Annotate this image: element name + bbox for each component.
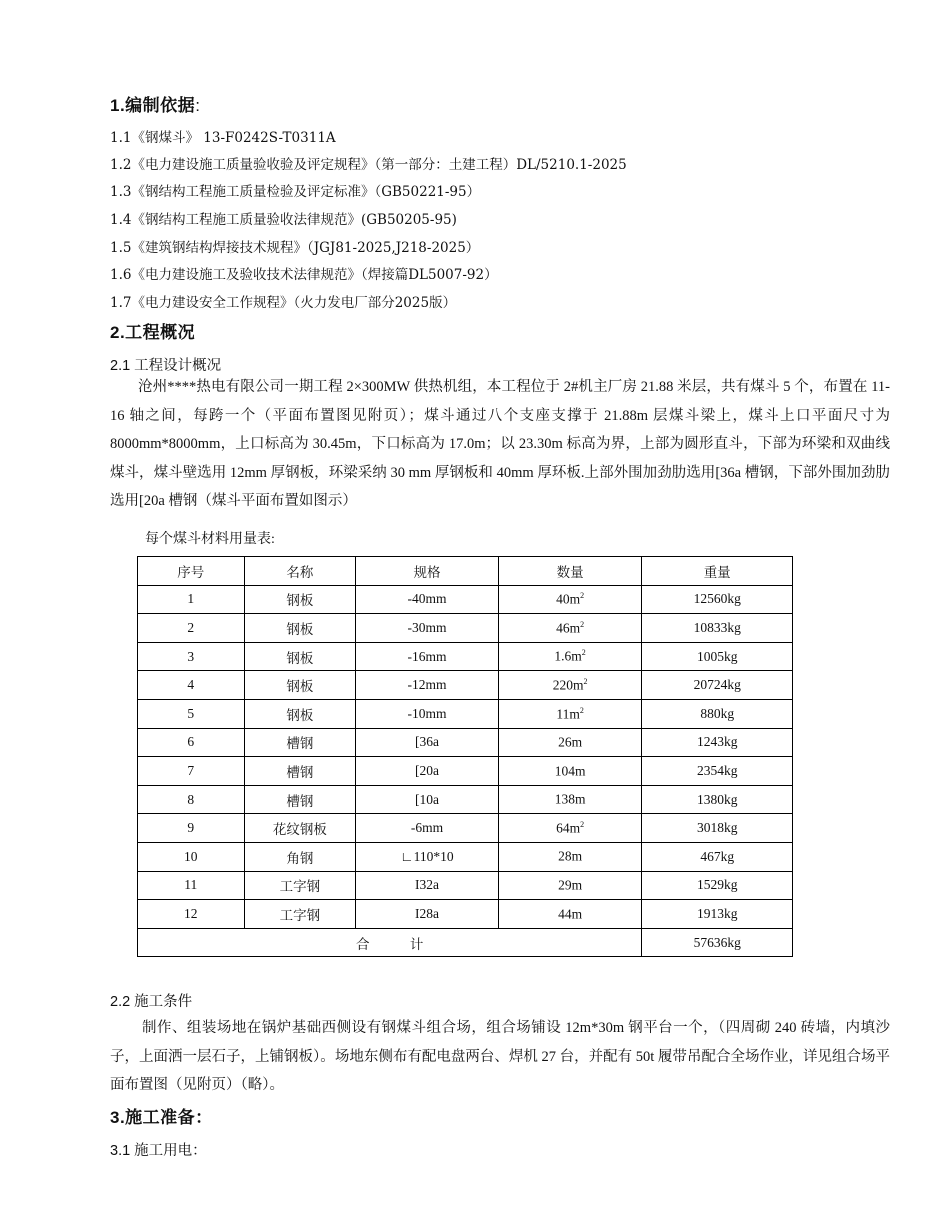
table-header-row	[138, 557, 793, 586]
table-row	[138, 757, 793, 786]
cell-qty: 44m	[498, 900, 642, 929]
table-row	[138, 785, 793, 814]
reference-item: 1.2《电力建设施工质量验收验及评定规程》（第一部分：土建工程）DL/5210.1-2025	[110, 157, 627, 173]
cell-weight: 1005kg	[642, 642, 793, 671]
cell-qty: $64m^2$	[498, 814, 642, 843]
table-row	[138, 842, 793, 871]
cell-weight: 1243kg	[642, 728, 793, 757]
total-label: 合 计	[138, 928, 642, 957]
cell-spec: [20a	[356, 757, 499, 786]
table-row	[138, 585, 793, 614]
cell-spec: I32a	[356, 871, 499, 900]
cell-spec: I28a	[356, 900, 499, 929]
cell-qty: 104m	[498, 757, 642, 786]
cell-no: 9	[138, 814, 245, 843]
construction-conditions-paragraph: 制作、组装场地在锅炉基础西侧设有钢煤斗组合场，组合场铺设 12m*30m 钢平台一个，（四周砌 240 砖墙，内填沙子，上面洒一层石子，上铺钢板）。场地东侧布有配电盘两台、焊机 27 台，并配有 50t 履带吊配合全场作业，详见组合场平面布置图（见附页）（略）。	[110, 1020, 890, 1093]
reference-item: 1.5《建筑钢结构焊接技术规程》（JGJ81-2025,J218-2025）	[110, 240, 480, 256]
cell-name: 工字钢	[244, 900, 356, 929]
cell-weight: 880kg	[642, 699, 793, 728]
section-3-heading: 3.施工准备：	[110, 1108, 213, 1127]
cell-spec: -16mm	[356, 642, 499, 671]
table-row	[138, 871, 793, 900]
cell-no: 2	[138, 614, 245, 643]
total-weight: 57636kg	[642, 928, 793, 957]
reference-item: 1.1《钢煤斗》 13-F0242S-T0311A	[110, 130, 336, 146]
cell-no: 8	[138, 785, 245, 814]
cell-weight: 20724kg	[642, 671, 793, 700]
cell-no: 11	[138, 871, 245, 900]
material-table	[137, 556, 793, 957]
cell-qty: $46m^2$	[498, 614, 642, 643]
subsection-3-1-heading: 3.1 施工用电：	[110, 1143, 207, 1159]
table-row	[138, 814, 793, 843]
cell-name: 钢板	[244, 642, 356, 671]
cell-weight: 1913kg	[642, 900, 793, 929]
cell-name: 钢板	[244, 699, 356, 728]
cell-spec: [10a	[356, 785, 499, 814]
subsection-2-2-heading: 2.2 施工条件	[110, 994, 193, 1010]
cell-spec: ∟110*10	[356, 842, 499, 871]
cell-weight: 2354kg	[642, 757, 793, 786]
table-caption: 每个煤斗材料用量表:	[145, 532, 275, 547]
cell-qty: $40m^2$	[498, 585, 642, 614]
section-1-heading: 1.编制依据:	[110, 96, 201, 115]
cell-no: 6	[138, 728, 245, 757]
cell-weight: 12560kg	[642, 585, 793, 614]
table-total-row	[138, 928, 793, 957]
cell-weight: 1380kg	[642, 785, 793, 814]
cell-qty: 29m	[498, 871, 642, 900]
cell-no: 4	[138, 671, 245, 700]
table-row	[138, 642, 793, 671]
cell-spec: -40mm	[356, 585, 499, 614]
cell-name: 槽钢	[244, 785, 356, 814]
cell-name: 花纹钢板	[244, 814, 356, 843]
cell-name: 角钢	[244, 842, 356, 871]
cell-weight: 1529kg	[642, 871, 793, 900]
cell-spec: -6mm	[356, 814, 499, 843]
cell-no: 7	[138, 757, 245, 786]
cell-no: 5	[138, 699, 245, 728]
cell-name: 钢板	[244, 671, 356, 700]
cell-name: 工字钢	[244, 871, 356, 900]
header-qty: 数量	[498, 557, 642, 586]
cell-qty: $1.6m^2$	[498, 642, 642, 671]
header-no: 序号	[138, 557, 245, 586]
cell-weight: 3018kg	[642, 814, 793, 843]
header-weight: 重量	[642, 557, 793, 586]
header-spec: 规格	[356, 557, 499, 586]
table-row	[138, 671, 793, 700]
section-2-heading: 2.工程概况	[110, 323, 196, 342]
cell-qty: 28m	[498, 842, 642, 871]
reference-item: 1.7《电力建设安全工作规程》（火力发电厂部分2025版）	[110, 295, 457, 311]
cell-qty: $220m^2$	[498, 671, 642, 700]
cell-spec: -10mm	[356, 699, 499, 728]
subsection-2-1-heading: 2.1 工程设计概况	[110, 358, 222, 374]
cell-no: 12	[138, 900, 245, 929]
cell-name: 槽钢	[244, 728, 356, 757]
project-overview-paragraph: 沧州****热电有限公司一期工程 2×300MW 供热机组，本工程位于 2#机主厂房 21.88 米层，共有煤斗 5 个，布置在 11-16 轴之间，每跨一个（平面布置图见附页）；煤斗通过八个支座支撑于 21.88m 层煤斗梁上，煤斗上口平面尺寸为 8000mm*8000mm，上口标高为 30.45m，下口标高为 17.0m；以 23.30m 标高为界，上部为圆形直斗，下部为环梁和双曲线煤斗，煤斗壁选用 12mm 厚钢板，环梁采纳 30 mm 厚钢板和 40mm 厚环板.上部外围加劲肋选用[36a 槽钢，下部外围加劲肋选用[20a 槽钢（煤斗平面布置如图示）	[110, 379, 890, 509]
cell-no: 3	[138, 642, 245, 671]
cell-spec: -12mm	[356, 671, 499, 700]
table-row	[138, 728, 793, 757]
cell-name: 钢板	[244, 614, 356, 643]
reference-item: 1.6《电力建设施工及验收技术法律规范》（焊接篇DL5007-92）	[110, 267, 498, 283]
cell-name: 槽钢	[244, 757, 356, 786]
table-row	[138, 699, 793, 728]
cell-name: 钢板	[244, 585, 356, 614]
header-name: 名称	[244, 557, 356, 586]
cell-qty: 26m	[498, 728, 642, 757]
cell-weight: 10833kg	[642, 614, 793, 643]
table-row	[138, 614, 793, 643]
cell-qty: 138m	[498, 785, 642, 814]
reference-item: 1.4《钢结构工程施工质量验收法律规范》(GB50205-95)	[110, 212, 457, 228]
table-row	[138, 900, 793, 929]
cell-no: 1	[138, 585, 245, 614]
cell-qty: $11m^2$	[498, 699, 642, 728]
cell-no: 10	[138, 842, 245, 871]
cell-weight: 467kg	[642, 842, 793, 871]
reference-item: 1.3《钢结构工程施工质量检验及评定标准》（GB50221-95）	[110, 184, 481, 200]
cell-spec: -30mm	[356, 614, 499, 643]
cell-spec: [36a	[356, 728, 499, 757]
